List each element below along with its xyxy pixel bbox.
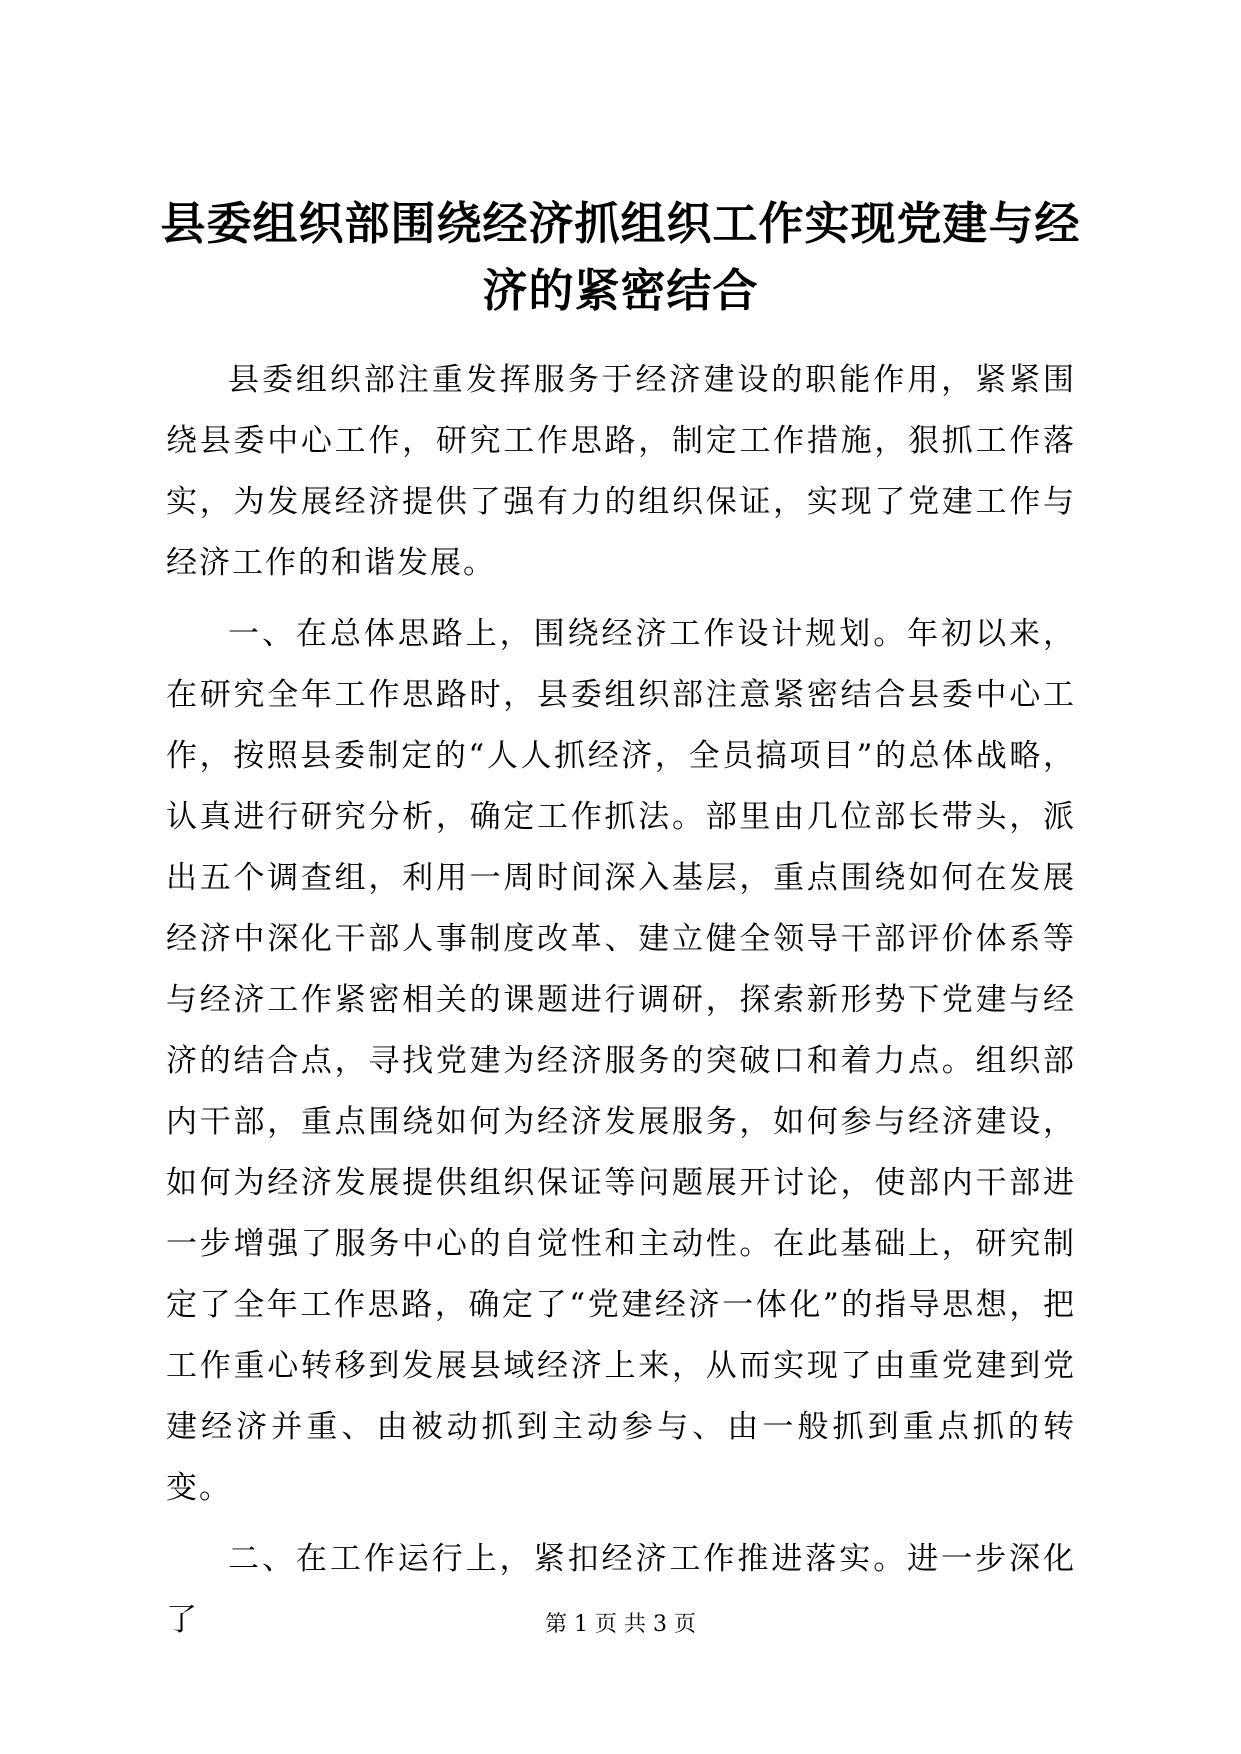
document-title: 县委组织部围绕经济抓组织工作实现党建与经济的紧密结合: [160, 197, 1081, 317]
page-footer: 第 1 页 共 3 页: [545, 1612, 696, 1637]
document-body: [166, 350, 1076, 1661]
paragraph-section-2: 二、在工作运行上，紧扣经济工作推进落实。进一步深化了: [166, 1541, 1076, 1638]
paragraph-section-1: 一、在总体思路上，围绕经济工作设计规划。年初以来，在研究全年工作思路时，县委组织部注意紧密结合县委中心工作，按照县委制定的“人人抓经济，全员搞项目”的总体战略，认真进行研究分析，确定工作抓法。部里由几位部长带头，派出五个调查组，利用一周时间深入基层，重点围绕如何在发展经济中深化干部人事制度改革、建立健全领导干部评价体系等与经济工作紧密相关的课题进行调研，探索新形势下党建与经济的结合点，寻找党建为经济服务的突破口和着力点。组织部内干部，重点围绕如何为经济发展服务，如何参与经济建设，如何为经济发展提供组织保证等问题展开讨论，使部内干部进一步增强了服务中心的自觉性和主动性。在此基础上，研究制定了全年工作思路，确定了“党建经济一体化”的指导思想，把工作重心转移到发展县域经济上来，从而实现了由重党建到党建经济并重、由被动抓到主动参与、由一般抓到重点抓的转变。: [166, 616, 1076, 1506]
paragraph-intro: 县委组织部注重发挥服务于经济建设的职能作用，紧紧围绕县委中心工作，研究工作思路，制定工作措施，狠抓工作落实，为发展经济提供了强有力的组织保证，实现了党建工作与经济工作的和谐发展。: [166, 362, 1076, 581]
